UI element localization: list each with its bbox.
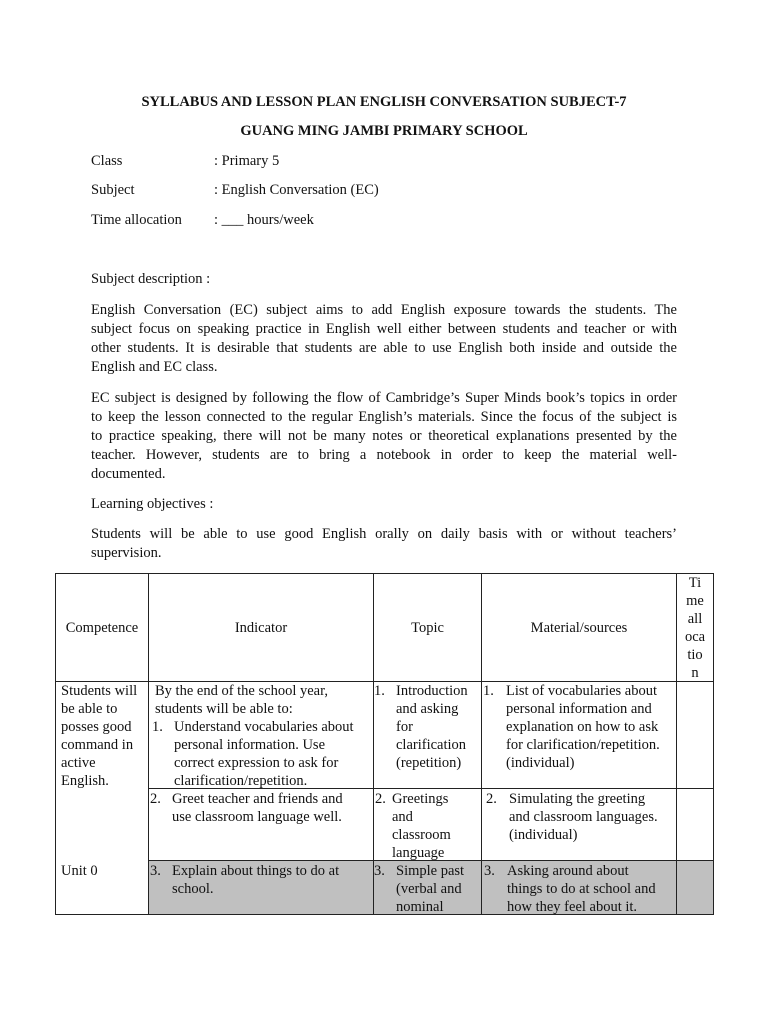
topic-line: Introduction [396,683,468,699]
paragraph-line: teacher. However, students are to bring a notebook in order to keep the material well- [91,447,677,463]
indicator-line: clarification/repetition. [174,773,308,789]
header-time-fragment: all [687,611,703,627]
header-time-fragment: me [686,593,704,609]
indicator-text [172,862,339,898]
indicator-text [174,718,354,790]
indicator-line: Explain about things to do at [172,863,340,879]
topic-line: language [392,845,445,861]
header-material-sources: Material/sources [530,620,628,636]
material-number: 1. [483,683,494,699]
indicator-line: Greet teacher and friends and [172,791,343,807]
material-line: and classroom languages. [509,809,658,825]
indicator-line: school. [172,881,214,897]
learning-objectives-text [91,525,677,563]
subject-value: : English Conversation (EC) [214,182,379,198]
indicator-number: 1. [152,719,163,735]
description-paragraph-1 [91,301,677,377]
subject-label: Subject [91,182,135,198]
material-line: List of vocabularies about [506,683,657,699]
paragraph-line: to keep the lesson connected to the regular English’s materials. Since the focus of the subject is [91,409,677,425]
material-line: (individual) [509,827,578,843]
paragraph-line: Students will be able to use good English orally on daily basis with or without teachers’ [91,526,677,542]
indicator-intro-line: students will be able to: [155,701,293,717]
time-allocation-value: : ___ hours/week [214,212,314,228]
topic-text [396,682,468,772]
material-number: 2. [486,791,497,807]
table-border-top [55,573,714,574]
header-competence: Competence [65,620,139,636]
competence-line: command in [61,737,134,753]
header-time-fragment: tio [687,647,703,663]
class-value: : Primary 5 [214,153,280,169]
header-topic: Topic [411,620,444,636]
topic-number: 1. [374,683,385,699]
topic-line: clarification [396,737,467,753]
competence-line: posses good [61,719,132,735]
paragraph-line: to practice speaking, there will not be many notes or theoretical explanations presented by the [91,428,677,444]
unit-label: Unit 0 [61,863,98,879]
indicator-line: correct expression to ask for [174,755,339,771]
topic-text [396,862,464,916]
paragraph-line: English and EC class. [91,359,218,375]
paragraph-line: supervision. [91,545,162,561]
competence-line: active [61,755,96,771]
indicator-text [172,790,343,826]
header-time-fragment: oca [684,629,706,645]
material-line: explanation on how to ask [506,719,659,735]
competence-line: Students will [61,683,138,699]
header-indicator: Indicator [234,620,288,636]
paragraph-line: other students. It is desirable that students are able to use English both inside and outside the [91,340,677,356]
material-text [509,790,658,844]
subject-description-heading: Subject description : [91,271,211,287]
topic-number: 3. [374,863,385,879]
topic-line: nominal [396,899,444,915]
material-text [507,862,656,916]
topic-text [392,790,451,862]
material-line: Asking around about [507,863,629,879]
document-title: SYLLABUS AND LESSON PLAN ENGLISH CONVERSATION SUBJECT-7 [141,94,627,110]
material-number: 3. [484,863,495,879]
header-time-allocation [677,574,713,682]
competence-line: be able to [61,701,118,717]
material-line: things to do at school and [507,881,656,897]
indicator-line: Understand vocabularies about [174,719,354,735]
material-line: how they feel about it. [507,899,638,915]
indicator-intro [155,682,328,718]
school-name: GUANG MING JAMBI PRIMARY SCHOOL [240,123,528,139]
learning-objectives-heading: Learning objectives : [91,496,214,512]
description-paragraph-2 [91,389,677,484]
header-time-fragment: Ti [688,575,702,591]
material-line: Simulating the greeting [509,791,646,807]
indicator-number: 2. [150,791,161,807]
material-text [506,682,660,772]
topic-line: Simple past [396,863,465,879]
topic-line: and asking [396,701,459,717]
topic-line: Greetings [392,791,449,807]
indicator-number: 3. [150,863,161,879]
paragraph-line: documented. [91,466,166,482]
material-line: personal information and [506,701,652,717]
topic-line: (repetition) [396,755,462,771]
paragraph-line: EC subject is designed by following the flow of Cambridge’s Super Minds book’s topics in order [91,390,677,406]
paragraph-line: English Conversation (EC) subject aims to add English exposure towards the students. The [91,302,677,318]
material-line: for clarification/repetition. [506,737,660,753]
class-label: Class [91,153,123,169]
topic-line: classroom [392,827,451,843]
time-allocation-label: Time allocation [91,212,182,228]
indicator-line: use classroom language well. [172,809,342,825]
paragraph-line: subject focus on speaking practice in English well either between students and teacher or with [91,321,677,337]
header-time-fragment: n [691,665,699,681]
competence-line: English. [61,773,109,789]
table-border-right [713,573,714,915]
topic-line: (verbal and [396,881,462,897]
topic-line: and [392,809,413,825]
topic-line: for [396,719,413,735]
competence-cell [61,682,137,790]
material-line: (individual) [506,755,575,771]
topic-number: 2. [375,791,386,807]
indicator-intro-line: By the end of the school year, [155,683,328,699]
indicator-line: personal information. Use [174,737,326,753]
